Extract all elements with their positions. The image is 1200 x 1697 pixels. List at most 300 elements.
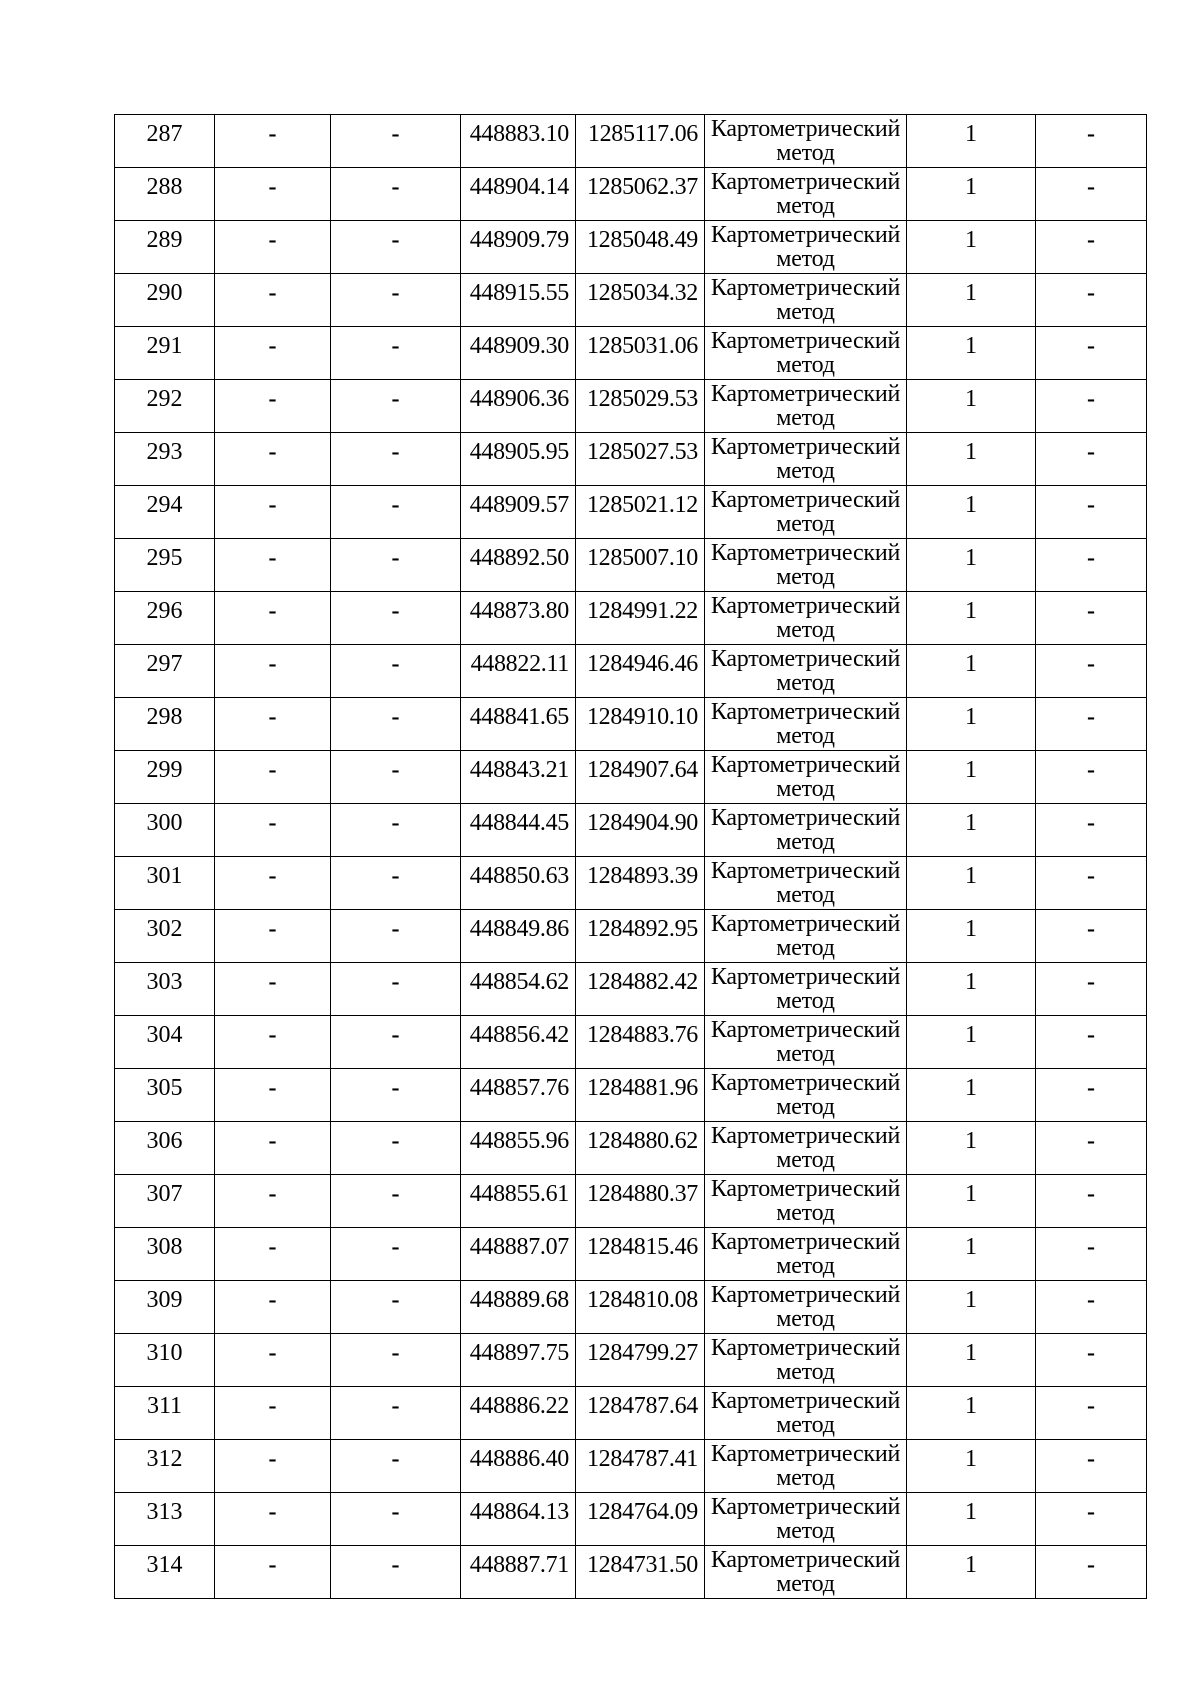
method-cell (705, 645, 907, 698)
dash-cell: - (331, 115, 461, 168)
dash-cell: - (331, 1175, 461, 1228)
accuracy-cell: 1 (907, 433, 1036, 486)
table-row (115, 1175, 1147, 1228)
method-cell (705, 804, 907, 857)
dash-cell: - (215, 1069, 331, 1122)
accuracy-cell: 1 (907, 327, 1036, 380)
accuracy-cell: 1 (907, 1493, 1036, 1546)
method-line-2: метод (776, 299, 835, 325)
coordinate-x-cell: 448844.45 (461, 804, 576, 857)
table-row (115, 963, 1147, 1016)
point-number-cell: 302 (115, 910, 215, 963)
table-row (115, 1016, 1147, 1069)
dash-cell: - (331, 1387, 461, 1440)
dash-cell: - (331, 645, 461, 698)
table-row (115, 1334, 1147, 1387)
coordinate-y-cell: 1284799.27 (576, 1334, 705, 1387)
point-number-cell: 298 (115, 698, 215, 751)
method-cell (705, 1334, 907, 1387)
method-line-2: метод (776, 1306, 835, 1332)
method-cell (705, 221, 907, 274)
table-row (115, 910, 1147, 963)
method-cell (705, 751, 907, 804)
method-line-1: Картометрический (710, 169, 901, 195)
method-cell (705, 539, 907, 592)
dash-cell: - (215, 1228, 331, 1281)
table-row (115, 327, 1147, 380)
method-line-1: Картометрический (710, 222, 901, 248)
accuracy-cell: 1 (907, 221, 1036, 274)
point-number-cell: 288 (115, 168, 215, 221)
dash-cell: - (331, 1069, 461, 1122)
accuracy-cell: 1 (907, 910, 1036, 963)
dash-cell: - (331, 1122, 461, 1175)
method-cell (705, 115, 907, 168)
method-line-1: Картометрический (710, 1282, 901, 1308)
method-line-1: Картометрический (710, 1441, 901, 1467)
point-number-cell: 303 (115, 963, 215, 1016)
coordinate-x-cell: 448883.10 (461, 115, 576, 168)
method-line-2: метод (776, 511, 835, 537)
method-line-2: метод (776, 352, 835, 378)
method-cell (705, 433, 907, 486)
method-line-2: метод (776, 193, 835, 219)
dash-cell: - (331, 1493, 461, 1546)
dash-cell: - (1036, 1122, 1147, 1175)
method-line-2: метод (776, 935, 835, 961)
method-line-2: метод (776, 1041, 835, 1067)
coordinate-y-cell: 1284731.50 (576, 1546, 705, 1599)
coordinate-y-cell: 1284810.08 (576, 1281, 705, 1334)
dash-cell: - (215, 1122, 331, 1175)
method-line-1: Картометрический (710, 328, 901, 354)
dash-cell: - (215, 1387, 331, 1440)
coordinate-x-cell: 448909.57 (461, 486, 576, 539)
coordinate-y-cell: 1284787.41 (576, 1440, 705, 1493)
dash-cell: - (331, 1334, 461, 1387)
coordinate-y-cell: 1284883.76 (576, 1016, 705, 1069)
method-line-2: метод (776, 1412, 835, 1438)
dash-cell: - (215, 1546, 331, 1599)
method-line-2: метод (776, 1571, 835, 1597)
coordinate-y-cell: 1284787.64 (576, 1387, 705, 1440)
accuracy-cell: 1 (907, 1440, 1036, 1493)
point-number-cell: 292 (115, 380, 215, 433)
dash-cell: - (215, 751, 331, 804)
table-row (115, 1069, 1147, 1122)
coordinate-x-cell: 448909.79 (461, 221, 576, 274)
table-row (115, 1387, 1147, 1440)
coordinate-x-cell: 448886.22 (461, 1387, 576, 1440)
dash-cell: - (1036, 380, 1147, 433)
table-row (115, 1493, 1147, 1546)
coordinate-y-cell: 1285021.12 (576, 486, 705, 539)
dash-cell: - (1036, 1493, 1147, 1546)
table-row (115, 1281, 1147, 1334)
dash-cell: - (331, 592, 461, 645)
table-body (115, 115, 1147, 1599)
method-line-1: Картометрический (710, 1070, 901, 1096)
table-row (115, 645, 1147, 698)
point-number-cell: 290 (115, 274, 215, 327)
dash-cell: - (1036, 698, 1147, 751)
method-line-1: Картометрический (710, 275, 901, 301)
coordinate-y-cell: 1285062.37 (576, 168, 705, 221)
accuracy-cell: 1 (907, 115, 1036, 168)
method-cell (705, 1228, 907, 1281)
point-number-cell: 289 (115, 221, 215, 274)
method-line-2: метод (776, 1094, 835, 1120)
dash-cell: - (1036, 1175, 1147, 1228)
accuracy-cell: 1 (907, 963, 1036, 1016)
accuracy-cell: 1 (907, 804, 1036, 857)
dash-cell: - (331, 327, 461, 380)
coordinate-y-cell: 1284881.96 (576, 1069, 705, 1122)
accuracy-cell: 1 (907, 1546, 1036, 1599)
dash-cell: - (215, 274, 331, 327)
point-number-cell: 311 (115, 1387, 215, 1440)
dash-cell: - (331, 274, 461, 327)
coordinate-y-cell: 1284907.64 (576, 751, 705, 804)
point-number-cell: 297 (115, 645, 215, 698)
dash-cell: - (1036, 327, 1147, 380)
accuracy-cell: 1 (907, 751, 1036, 804)
dash-cell: - (1036, 433, 1147, 486)
table-row (115, 592, 1147, 645)
dash-cell: - (215, 433, 331, 486)
method-line-2: метод (776, 617, 835, 643)
dash-cell: - (1036, 804, 1147, 857)
dash-cell: - (331, 1228, 461, 1281)
dash-cell: - (331, 168, 461, 221)
method-line-2: метод (776, 988, 835, 1014)
point-number-cell: 310 (115, 1334, 215, 1387)
dash-cell: - (331, 963, 461, 1016)
method-line-1: Картометрический (710, 752, 901, 778)
coordinate-y-cell: 1284882.42 (576, 963, 705, 1016)
accuracy-cell: 1 (907, 1334, 1036, 1387)
dash-cell: - (331, 1016, 461, 1069)
method-line-2: метод (776, 829, 835, 855)
coordinate-x-cell: 448864.13 (461, 1493, 576, 1546)
method-line-1: Картометрический (710, 540, 901, 566)
point-number-cell: 293 (115, 433, 215, 486)
dash-cell: - (215, 1440, 331, 1493)
method-line-1: Картометрический (710, 1335, 901, 1361)
method-line-1: Картометрический (710, 805, 901, 831)
dash-cell: - (1036, 1440, 1147, 1493)
method-line-2: метод (776, 776, 835, 802)
dash-cell: - (331, 486, 461, 539)
method-cell (705, 274, 907, 327)
point-number-cell: 308 (115, 1228, 215, 1281)
dash-cell: - (215, 486, 331, 539)
dash-cell: - (1036, 539, 1147, 592)
coordinate-x-cell: 448905.95 (461, 433, 576, 486)
table-row (115, 1546, 1147, 1599)
coordinate-y-cell: 1284946.46 (576, 645, 705, 698)
coordinate-y-cell: 1284880.62 (576, 1122, 705, 1175)
accuracy-cell: 1 (907, 1387, 1036, 1440)
method-cell (705, 698, 907, 751)
dash-cell: - (331, 804, 461, 857)
dash-cell: - (1036, 168, 1147, 221)
dash-cell: - (1036, 910, 1147, 963)
coordinate-y-cell: 1284910.10 (576, 698, 705, 751)
accuracy-cell: 1 (907, 1228, 1036, 1281)
method-line-1: Картометрический (710, 434, 901, 460)
dash-cell: - (331, 1281, 461, 1334)
accuracy-cell: 1 (907, 486, 1036, 539)
dash-cell: - (1036, 1069, 1147, 1122)
table-row (115, 1122, 1147, 1175)
coordinate-y-cell: 1284764.09 (576, 1493, 705, 1546)
point-number-cell: 301 (115, 857, 215, 910)
dash-cell: - (215, 857, 331, 910)
coordinate-x-cell: 448857.76 (461, 1069, 576, 1122)
dash-cell: - (1036, 1334, 1147, 1387)
dash-cell: - (331, 539, 461, 592)
dash-cell: - (1036, 274, 1147, 327)
coordinate-y-cell: 1285029.53 (576, 380, 705, 433)
coordinate-x-cell: 448897.75 (461, 1334, 576, 1387)
coordinate-x-cell: 448887.71 (461, 1546, 576, 1599)
coordinate-x-cell: 448855.96 (461, 1122, 576, 1175)
accuracy-cell: 1 (907, 645, 1036, 698)
table-row (115, 698, 1147, 751)
dash-cell: - (1036, 645, 1147, 698)
point-number-cell: 299 (115, 751, 215, 804)
method-line-1: Картометрический (710, 1494, 901, 1520)
dash-cell: - (1036, 592, 1147, 645)
method-line-1: Картометрический (710, 911, 901, 937)
dash-cell: - (215, 645, 331, 698)
dash-cell: - (1036, 486, 1147, 539)
coordinate-x-cell: 448892.50 (461, 539, 576, 592)
table-row (115, 857, 1147, 910)
method-line-2: метод (776, 1359, 835, 1385)
table-row (115, 168, 1147, 221)
method-line-1: Картометрический (710, 964, 901, 990)
coordinate-x-cell: 448873.80 (461, 592, 576, 645)
dash-cell: - (331, 221, 461, 274)
coordinate-x-cell: 448887.07 (461, 1228, 576, 1281)
coordinate-y-cell: 1284991.22 (576, 592, 705, 645)
coordinate-x-cell: 448841.65 (461, 698, 576, 751)
method-cell (705, 1122, 907, 1175)
method-cell (705, 1493, 907, 1546)
coordinate-y-cell: 1285048.49 (576, 221, 705, 274)
table-row (115, 486, 1147, 539)
method-cell (705, 910, 907, 963)
method-line-1: Картометрический (710, 1017, 901, 1043)
point-number-cell: 307 (115, 1175, 215, 1228)
method-line-1: Картометрический (710, 116, 901, 142)
accuracy-cell: 1 (907, 1122, 1036, 1175)
table-row (115, 380, 1147, 433)
dash-cell: - (215, 1175, 331, 1228)
method-line-1: Картометрический (710, 858, 901, 884)
coordinate-x-cell: 448855.61 (461, 1175, 576, 1228)
accuracy-cell: 1 (907, 1175, 1036, 1228)
dash-cell: - (1036, 1546, 1147, 1599)
dash-cell: - (1036, 963, 1147, 1016)
coordinate-x-cell: 448854.62 (461, 963, 576, 1016)
point-number-cell: 287 (115, 115, 215, 168)
method-line-2: метод (776, 246, 835, 272)
coordinate-x-cell: 448886.40 (461, 1440, 576, 1493)
coordinates-table (114, 114, 1147, 1599)
point-number-cell: 304 (115, 1016, 215, 1069)
coordinate-x-cell: 448849.86 (461, 910, 576, 963)
method-line-1: Картометрический (710, 381, 901, 407)
point-number-cell: 306 (115, 1122, 215, 1175)
coordinate-y-cell: 1285031.06 (576, 327, 705, 380)
accuracy-cell: 1 (907, 1069, 1036, 1122)
coordinate-y-cell: 1284892.95 (576, 910, 705, 963)
dash-cell: - (1036, 751, 1147, 804)
coordinate-x-cell: 448889.68 (461, 1281, 576, 1334)
method-line-1: Картометрический (710, 1229, 901, 1255)
dash-cell: - (1036, 1387, 1147, 1440)
point-number-cell: 294 (115, 486, 215, 539)
dash-cell: - (215, 910, 331, 963)
dash-cell: - (215, 327, 331, 380)
coordinate-y-cell: 1284880.37 (576, 1175, 705, 1228)
accuracy-cell: 1 (907, 698, 1036, 751)
accuracy-cell: 1 (907, 1281, 1036, 1334)
method-cell (705, 857, 907, 910)
dash-cell: - (215, 221, 331, 274)
coordinate-x-cell: 448909.30 (461, 327, 576, 380)
point-number-cell: 296 (115, 592, 215, 645)
dash-cell: - (215, 804, 331, 857)
dash-cell: - (215, 698, 331, 751)
method-cell (705, 1440, 907, 1493)
point-number-cell: 295 (115, 539, 215, 592)
method-line-1: Картометрический (710, 1123, 901, 1149)
coordinate-y-cell: 1285007.10 (576, 539, 705, 592)
dash-cell: - (331, 698, 461, 751)
coordinate-x-cell: 448856.42 (461, 1016, 576, 1069)
dash-cell: - (1036, 1281, 1147, 1334)
point-number-cell: 309 (115, 1281, 215, 1334)
dash-cell: - (1036, 857, 1147, 910)
method-line-2: метод (776, 1465, 835, 1491)
coordinate-y-cell: 1284893.39 (576, 857, 705, 910)
coordinate-y-cell: 1284904.90 (576, 804, 705, 857)
point-number-cell: 291 (115, 327, 215, 380)
method-cell (705, 1016, 907, 1069)
table-row (115, 115, 1147, 168)
table-row (115, 1440, 1147, 1493)
method-line-2: метод (776, 1518, 835, 1544)
coordinate-y-cell: 1284815.46 (576, 1228, 705, 1281)
method-line-1: Картометрический (710, 699, 901, 725)
dash-cell: - (331, 910, 461, 963)
table-row (115, 1228, 1147, 1281)
method-line-2: метод (776, 1147, 835, 1173)
method-line-1: Картометрический (710, 487, 901, 513)
method-line-2: метод (776, 670, 835, 696)
method-cell (705, 963, 907, 1016)
coordinate-x-cell: 448904.14 (461, 168, 576, 221)
method-cell (705, 1175, 907, 1228)
dash-cell: - (215, 1334, 331, 1387)
table-row (115, 433, 1147, 486)
point-number-cell: 300 (115, 804, 215, 857)
method-line-1: Картометрический (710, 1388, 901, 1414)
dash-cell: - (1036, 1016, 1147, 1069)
dash-cell: - (215, 115, 331, 168)
method-line-2: метод (776, 564, 835, 590)
table-row (115, 751, 1147, 804)
method-cell (705, 1069, 907, 1122)
method-line-2: метод (776, 405, 835, 431)
method-cell (705, 486, 907, 539)
method-cell (705, 1281, 907, 1334)
dash-cell: - (1036, 221, 1147, 274)
dash-cell: - (331, 1440, 461, 1493)
dash-cell: - (331, 751, 461, 804)
method-line-1: Картометрический (710, 1547, 901, 1573)
method-line-2: метод (776, 723, 835, 749)
method-cell (705, 327, 907, 380)
coordinate-x-cell: 448906.36 (461, 380, 576, 433)
dash-cell: - (215, 963, 331, 1016)
dash-cell: - (331, 857, 461, 910)
method-line-2: метод (776, 882, 835, 908)
point-number-cell: 313 (115, 1493, 215, 1546)
dash-cell: - (331, 1546, 461, 1599)
coordinate-y-cell: 1285034.32 (576, 274, 705, 327)
accuracy-cell: 1 (907, 539, 1036, 592)
accuracy-cell: 1 (907, 592, 1036, 645)
method-line-2: метод (776, 1200, 835, 1226)
method-cell (705, 168, 907, 221)
dash-cell: - (215, 168, 331, 221)
dash-cell: - (331, 433, 461, 486)
coordinate-y-cell: 1285117.06 (576, 115, 705, 168)
dash-cell: - (215, 1493, 331, 1546)
coordinate-x-cell: 448850.63 (461, 857, 576, 910)
dash-cell: - (1036, 115, 1147, 168)
table-row (115, 804, 1147, 857)
method-cell (705, 380, 907, 433)
accuracy-cell: 1 (907, 380, 1036, 433)
point-number-cell: 312 (115, 1440, 215, 1493)
method-line-2: метод (776, 458, 835, 484)
method-line-1: Картометрический (710, 593, 901, 619)
method-cell (705, 1387, 907, 1440)
coordinate-x-cell: 448843.21 (461, 751, 576, 804)
dash-cell: - (215, 1281, 331, 1334)
method-line-2: метод (776, 1253, 835, 1279)
point-number-cell: 314 (115, 1546, 215, 1599)
method-cell (705, 592, 907, 645)
dash-cell: - (215, 380, 331, 433)
accuracy-cell: 1 (907, 1016, 1036, 1069)
coordinate-y-cell: 1285027.53 (576, 433, 705, 486)
point-number-cell: 305 (115, 1069, 215, 1122)
dash-cell: - (215, 592, 331, 645)
table-row (115, 274, 1147, 327)
method-line-1: Картометрический (710, 1176, 901, 1202)
method-line-2: метод (776, 140, 835, 166)
dash-cell: - (331, 380, 461, 433)
dash-cell: - (1036, 1228, 1147, 1281)
method-cell (705, 1546, 907, 1599)
